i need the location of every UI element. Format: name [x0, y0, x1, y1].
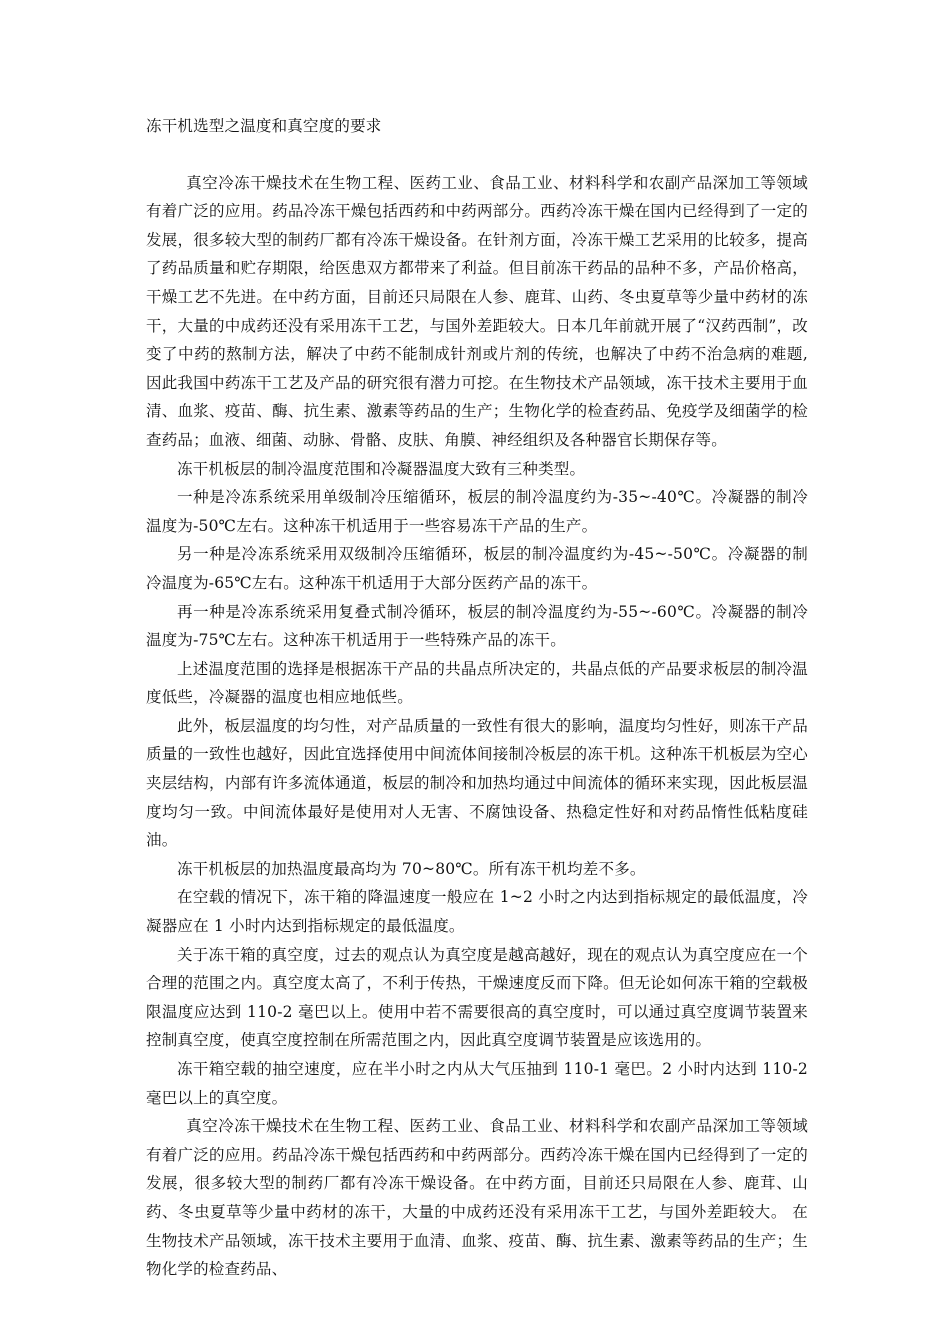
- paragraph-pumping-speed: 冻干箱空载的抽空速度，应在半小时之内从大气压抽到 110-1 毫巴。2 小时内达到 110-2 毫巴以上的真空度。: [146, 1060, 808, 1107]
- paragraph-temperature-types: 冻干机板层的制冷温度范围和冷凝器温度大致有三种类型。: [177, 459, 586, 478]
- paragraph-heating-temperature: 冻干机板层的加热温度最高均为 70~80℃。所有冻干机均差不多。: [177, 859, 646, 878]
- paragraph-intro: 真空冷冻干燥技术在生物工程、医药工业、食品工业、材料科学和农副产品深加工等领域有着广泛的应用。药品冷冻干燥包括西药和中药两部分。西药冷冻干燥在国内已经得到了一定的发展，很多较大型的制药厂都有冷冻干燥设备。在针剂方面，冷冻干燥工艺采用的比较多，提高了药品质量和贮存期限，给医患双方都带来了利益。但目前冻干药品的品种不多，产品价格高，干燥工艺不先进。在中药方面，目前还只局限在人参、鹿茸、山药、冬虫夏草等少量中药材的冻干，大量的中成药还没有采用冻干工艺，与国外差距较大。日本几年前就开展了“汉药西制”，改变了中药的熬制方法，解决了中药不能制成针剂或片剂的传统，也解决了中药不治急病的难题,因此我国中药冻干工艺及产品的研究很有潜力可挖。在生物技术产品领域，冻干技术主要用于血清、血浆、疫苗、酶、抗生素、激素等药品的生产；生物化学的检查药品、免疫学及细菌学的检查药品；血液、细菌、动脉、骨骼、皮肤、角膜、神经组织及各种器官长期保存等。: [146, 173, 808, 449]
- paragraph-cooling-speed: 在空载的情况下，冻干箱的降温速度一般应在 1~2 小时之内达到指标规定的最低温度，冷凝器应在 1 小时内达到指标规定的最低温度。: [146, 888, 808, 936]
- paragraph-shelf-uniformity: 此外，板层温度的均匀性，对产品质量的一致性有很大的影响，温度均匀性好，则冻干产品质量的一致性也越好，因此宜选择使用中间流体间接制冷板层的冻干机。这种冻干机板层为空心夹层结构，内部有许多流体通道，板层的制冷和加热均通过中间流体的循环来实现，因此板层温度均匀一致。中间流体最好是使用对人无害、不腐蚀设备、热稳定性好和对药品惰性低粘度硅油。: [146, 716, 808, 850]
- paragraph-two-stage: 另一种是冷冻系统采用双级制冷压缩循环，板层的制冷温度约为-45~-50℃。冷凝器的制冷温度为-65℃左右。这种冻干机适用于大部分医药产品的冻干。: [146, 545, 808, 592]
- paragraph-single-stage: 一种是冷冻系统采用单级制冷压缩循环，板层的制冷温度约为-35~-40℃。冷凝器的制冷温度为-50℃左右。这种冻干机适用于一些容易冻干产品的生产。: [146, 488, 808, 535]
- paragraph-cascade: 再一种是冷冻系统采用复叠式制冷循环，板层的制冷温度约为-55~-60℃。冷凝器的制冷温度为-75℃左右。这种冻干机适用于一些特殊产品的冻干。: [146, 602, 808, 650]
- document-title: 冻干机选型之温度和真空度的要求: [146, 117, 382, 135]
- paragraph-vacuum: 关于冻干箱的真空度，过去的观点认为真空度是越高越好，现在的观点认为真空度应在一个合理的范围之内。真空度太高了，不利于传热，干燥速度反而下降。但无论如何冻干箱的空载极限温度应达到 110-2 毫巴以上。使用中若不需要很高的真空度时，可以通过真空度调节装置来控制真空度，使真空度控制在所需范围之内，因此真空度调节装置是应该选用的。: [146, 945, 808, 1050]
- paragraph-intro-repeat: 真空冷冻干燥技术在生物工程、医药工业、食品工业、材料科学和农副产品深加工等领域有着广泛的应用。药品冷冻干燥包括西药和中药两部分。西药冷冻干燥在国内已经得到了一定的发展，很多较大型的制药厂都有冷冻干燥设备。在中药方面，目前还只局限在人参、鹿茸、山药、冬虫夏草等少量中药材的冻干，大量的中成药还没有采用冻干工艺，与国外差距较大。 在生物技术产品领域，冻干技术主要用于血清、血浆、疫苗、酶、抗生素、激素等药品的生产；生物化学的检查药品、: [146, 1117, 808, 1279]
- paragraph-eutectic-point: 上述温度范围的选择是根据冻干产品的共晶点所决定的，共晶点低的产品要求板层的制冷温度低些，冷凝器的温度也相应地低些。: [146, 659, 808, 707]
- document-body: [146, 112, 808, 1284]
